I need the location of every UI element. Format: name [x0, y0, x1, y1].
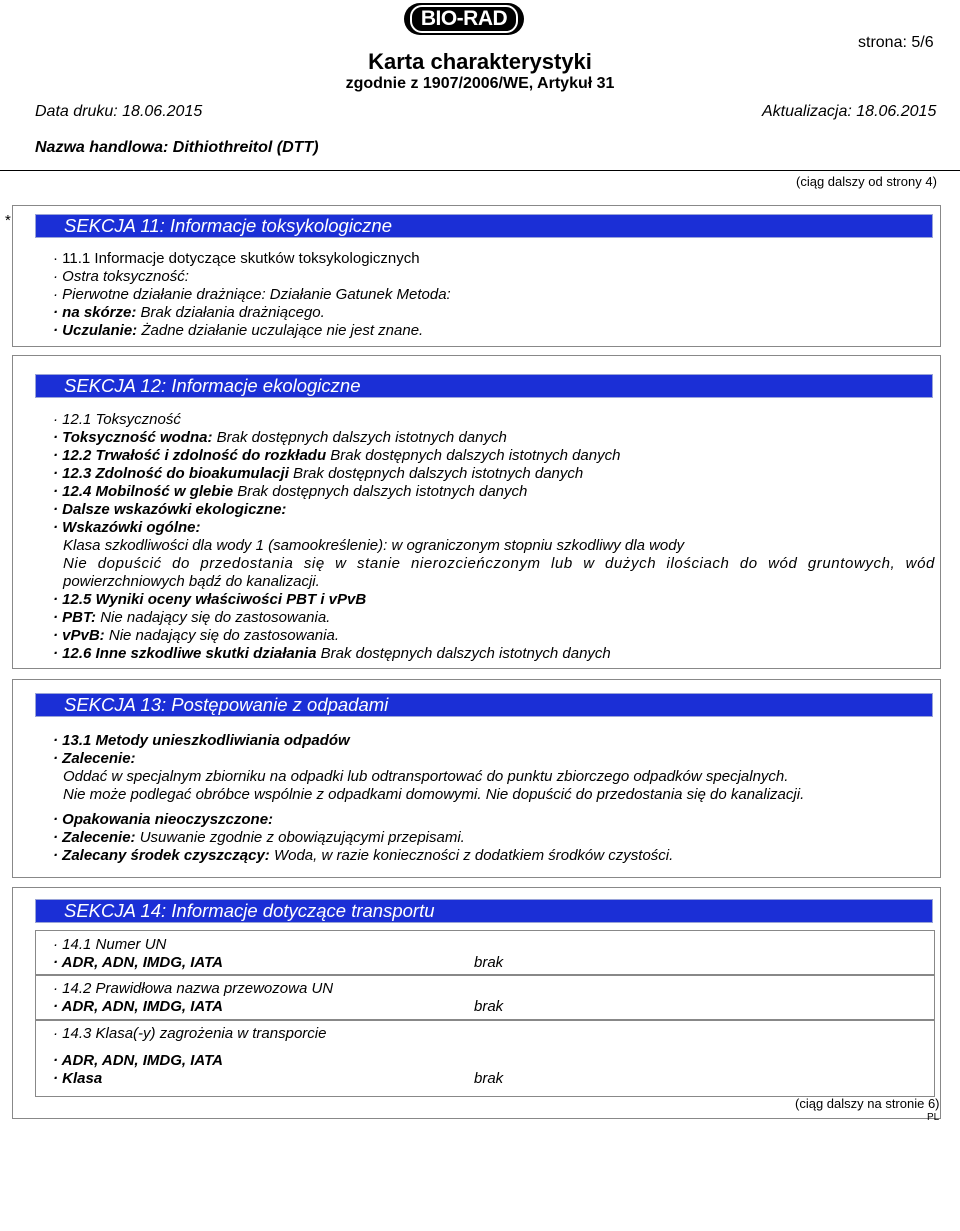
print-date: Data druku: 18.06.2015 — [35, 103, 203, 120]
s11-primary-irritation: · Pierwotne działanie drażniące: Działanie Gatunek Metoda: — [53, 286, 451, 303]
s14-class-label: · Klasa — [53, 1070, 103, 1087]
update-date: Aktualizacja: 18.06.2015 — [762, 103, 937, 120]
s14-un-number: · 14.1 Numer UN — [53, 936, 167, 953]
s12-pbt: · PBT: Nie nadający się do zastosowania. — [53, 609, 331, 626]
s13-recommendation-text-1: Oddać w specjalnym zbiorniku na odpadki lub odtransportować do punktu zbiorczego odpadków specjalnych. — [63, 768, 789, 785]
s14-hazard-class: · 14.3 Klasa(-y) zagrożenia w transporcie — [53, 1025, 327, 1042]
s11-line-11-1: · 11.1 Informacje dotyczące skutków toksykologicznych — [53, 250, 420, 267]
page-number: strona: 5/6 — [858, 34, 934, 51]
language-code: PL — [927, 1112, 940, 1123]
s14-un-number-value: brak — [474, 954, 504, 971]
s12-further-info: · Dalsze wskazówki ekologiczne: — [53, 501, 287, 518]
section-14-title: SEKCJA 14: Informacje dotyczące transportu — [35, 899, 933, 923]
s11-acute-toxicity: · Ostra toksyczność: — [53, 268, 189, 285]
s11-skin: · na skórze: Brak działania drażniącego. — [53, 304, 325, 321]
continued-from: (ciąg dalszy od strony 4) — [796, 174, 937, 189]
s13-recommendation: · Zalecenie: — [53, 750, 136, 767]
s14-un-number-modes: · ADR, ADN, IMDG, IATA — [53, 954, 223, 971]
s13-uncleaned-packaging: · Opakowania nieoczyszczone: — [53, 811, 274, 828]
s11-sensitization: · Uczulanie: Żadne działanie uczulające nie jest znane. — [53, 322, 424, 339]
s13-cleaning-agent: · Zalecany środek czyszczący: Woda, w razie konieczności z dodatkiem środków czystości. — [53, 847, 674, 864]
s14-shipping-name-value: brak — [474, 998, 504, 1015]
s12-do-not-release-cont: powierzchniowych bądź do kanalizacji. — [63, 573, 320, 590]
continued-to: (ciąg dalszy na stronie 6) — [795, 1096, 940, 1111]
s12-toxicity: · 12.1 Toksyczność — [53, 411, 181, 428]
s12-general-notes: · Wskazówki ogólne: — [53, 519, 201, 536]
s14-shipping-name-modes: · ADR, ADN, IMDG, IATA — [53, 998, 223, 1015]
s12-mobility: · 12.4 Mobilność w glebie Brak dostępnych dalszych istotnych danych — [53, 483, 528, 500]
s13-recommendation-text-2: Nie może podlegać obróbce wspólnie z odpadkami domowymi. Nie dopuścić do przedostania się do kanalizacji. — [63, 786, 805, 803]
s13-disposal-methods: · 13.1 Metody unieszkodliwiania odpadów — [53, 732, 350, 749]
s12-bioaccumulation: · 12.3 Zdolność do bioakumulacji Brak dostępnych dalszych istotnych danych — [53, 465, 584, 482]
section-11-title: SEKCJA 11: Informacje toksykologiczne — [35, 214, 933, 238]
bio-rad-logo: BIO-RAD — [404, 3, 524, 35]
s14-hazard-class-modes: · ADR, ADN, IMDG, IATA — [53, 1052, 223, 1069]
document-title: Karta charakterystyki — [368, 49, 592, 74]
s13-packaging-recommendation: · Zalecenie: Usuwanie zgodnie z obowiązującymi przepisami. — [53, 829, 465, 846]
section-12-title: SEKCJA 12: Informacje ekologiczne — [35, 374, 933, 398]
change-asterisk: * — [5, 212, 11, 229]
s12-water-hazard-class: Klasa szkodliwości dla wody 1 (samookreślenie): w ograniczonym stopniu szkodliwy dla wody — [63, 537, 685, 554]
trade-name: Nazwa handlowa: Dithiothreitol (DTT) — [35, 139, 319, 156]
s12-aquatic-toxicity: · Toksyczność wodna: Brak dostępnych dalszych istotnych danych — [53, 429, 507, 446]
s12-do-not-release: Nie dopuścić do przedostania się w stanie nierozcieńczonym lub w dużych ilościach do wód gruntowych, wód — [63, 555, 935, 572]
s12-other-effects: · 12.6 Inne szkodliwe skutki działania Brak dostępnych dalszych istotnych danych — [53, 645, 611, 662]
header-divider — [0, 170, 960, 171]
s14-shipping-name: · 14.2 Prawidłowa nazwa przewozowa UN — [53, 980, 334, 997]
section-13-title: SEKCJA 13: Postępowanie z odpadami — [35, 693, 933, 717]
s12-persistence: · 12.2 Trwałość i zdolność do rozkładu Brak dostępnych dalszych istotnych danych — [53, 447, 621, 464]
document-subtitle: zgodnie z 1907/2006/WE, Artykuł 31 — [345, 75, 615, 92]
s12-vpvb: · vPvB: Nie nadający się do zastosowania. — [53, 627, 339, 644]
s14-class-value: brak — [474, 1070, 504, 1087]
s12-pbt-vpvb-results: · 12.5 Wyniki oceny właściwości PBT i vPvB — [53, 591, 367, 608]
